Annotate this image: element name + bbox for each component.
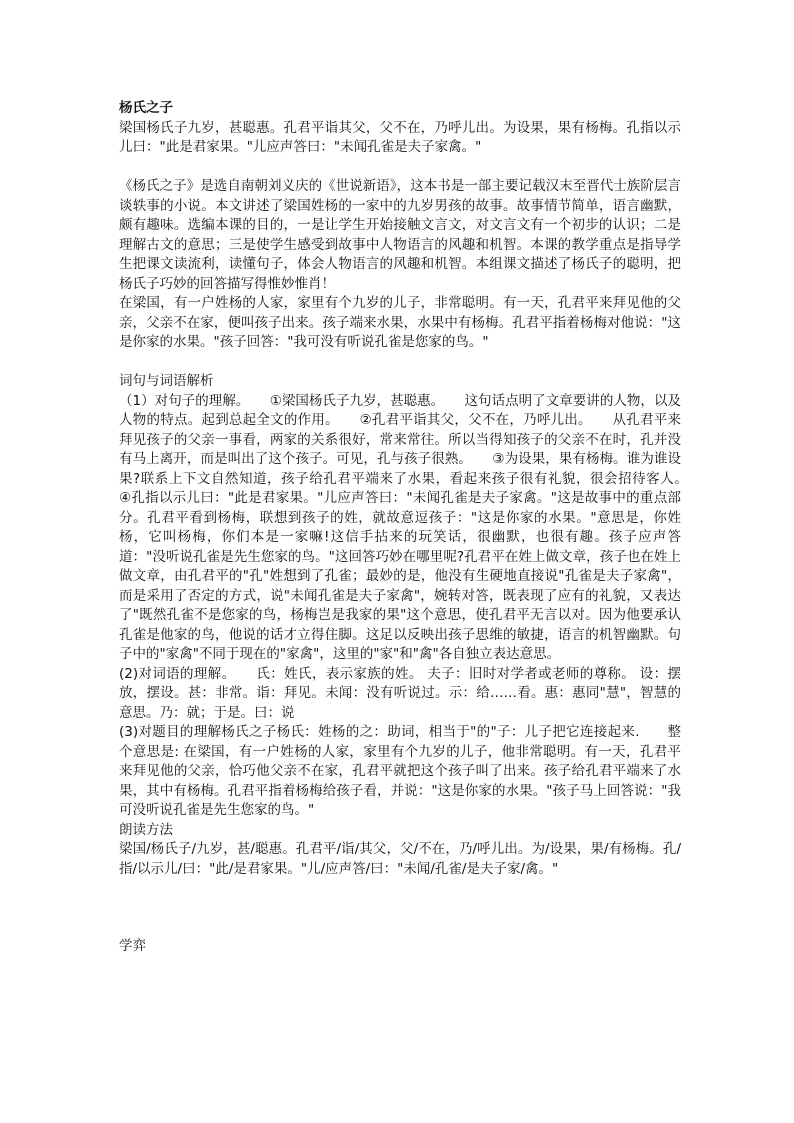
spacer: [119, 353, 681, 373]
spacer: [119, 879, 681, 937]
sentence-analysis-paragraph: （1）对句子的理解。 ①梁国杨氏子九岁，甚聪惠。 这句话点明了文章要讲的人物，以及人物的特点。起到总起全文的作用。 ②孔君平诣其父，父不在，乃呼儿出。 从孔君平来拜见孩子的父亲一事看，两家的关系很好，常来常往。所以当得知孩子的父亲不在时，孔并没有马上离开，而是叫出了这个孩子。可见，孔与孩子很熟。 ③为设果，果有杨梅。谁为谁设果?联系上下文自然知道，孩子给孔君平端来了水果，看起来孩子很有礼貌，很会招待客人。 ④孔指以示儿曰："此是君家果。"儿应声答曰："未闻孔雀是夫子家禽。"这是故事中的重点部分。孔君平看到杨梅，联想到孩子的姓，就故意逗孩子："这是你家的水果。"意思是，你姓杨，它叫杨梅，你们本是一家嘛!这信手拈来的玩笑话，很幽默，也很有趣。孩子应声答道："没听说孔雀是先生您家的鸟。"这回答巧妙在哪里呢?孔君平在姓上做文章，孩子也在姓上做文章，由孔君平的"孔"姓想到了孔雀；最妙的是，他没有生硬地直接说"孔雀是夫子家禽"，而是采用了否定的方式，说"未闻孔雀是夫子家禽"，婉转对答，既表现了应有的礼貌，又表达了"既然孔雀不是您家的鸟，杨梅岂是我家的果"这个意思，使孔君平无言以对。因为他要承认孔雀是他家的鸟，他说的话才立得住脚。这足以反映出孩子思维的敏捷，语言的机智幽默。句子中的"家禽"不同于现在的"家禽"，这里的"家"和"禽"各自独立表达意思。: [119, 392, 708, 662]
reading-text-paragraph: 梁国/杨氏子/九岁，甚/聪惠。孔君平/诣/其父，父/不在，乃/呼儿出。为/设果，果/有杨梅。孔/指/以示儿/曰："此/是君家果。"儿/应声答/曰："未闻/孔雀/是夫子家/禽。": [119, 841, 681, 877]
document-page: [119, 99, 708, 957]
reading-heading: 朗读方法: [119, 821, 173, 838]
lesson-title: 杨氏之子: [119, 100, 173, 116]
spacer: [119, 158, 681, 178]
intro-paragraph: 《杨氏之子》是选自南朝刘义庆的《世说新语》，这本书是一部主要记载汉末至晋代士族阶层言谈轶事的小说。本文讲述了梁国姓杨的一家中的九岁男孩的故事。故事情节简单，语言幽默，颇有趣味。选编本课的目的，一是让学生开始接触文言文，对文言文有一个初步的认识；二是理解古文的意思；三是使学生感受到故事中人物语言的风趣和机智。本课的教学重点是指导学生把课文读流利，读懂句子，体会人物语言的风趣和机智。本组课文描述了杨氏子的聪明，把杨氏子巧妙的回答描写得惟妙惟肖！: [119, 178, 681, 292]
title-analysis-paragraph: (3)对题目的理解杨氏之子杨氏：姓杨的之：助词，相当于"的"子：儿子把它连接起来. 整个意思是: 在梁国，有一户姓杨的人家，家里有个九岁的儿子，他非常聪明。有一天，孔君平来拜见他的父亲，恰巧他父亲不在家，孔君平就把这个孩子叫了出来。孩子给孔君平端来了水果，其中有杨梅。孔君平指着杨梅给孩子看，并说："这是你家的水果。"孩子马上回答说："我可没听说孔雀是先生您家的鸟。": [119, 724, 681, 818]
word-analysis-paragraph: (2)对词语的理解。 氏：姓氏，表示家族的姓。 夫子：旧时对学者或老师的尊称。 设：摆放，摆设。甚：非常。诣：拜见。未闻：没有听说过。示：给……看。惠：惠同"慧"，智慧的意思。乃：就；于是。曰：说: [119, 665, 681, 721]
translation-paragraph: 在梁国，有一户姓杨的人家，家里有个九岁的儿子，非常聪明。有一天，孔君平来拜见他的父亲，父亲不在家，便叫孩子出来。孩子端来水果，水果中有杨梅。孔君平指着杨梅对他说："这是你家的水果。"孩子回答："我可没有听说孔雀是您家的鸟。": [119, 295, 681, 350]
original-text-paragraph: 梁国杨氏子九岁，甚聪惠。孔君平诣其父，父不在，乃呼儿出。为设果，果有杨梅。孔指以示儿曰："此是君家果。"儿应声答曰："未闻孔雀是夫子家禽。": [119, 119, 681, 155]
next-lesson-heading: 学弈: [119, 938, 146, 954]
analysis-heading: 词句与词语解析: [119, 373, 214, 389]
